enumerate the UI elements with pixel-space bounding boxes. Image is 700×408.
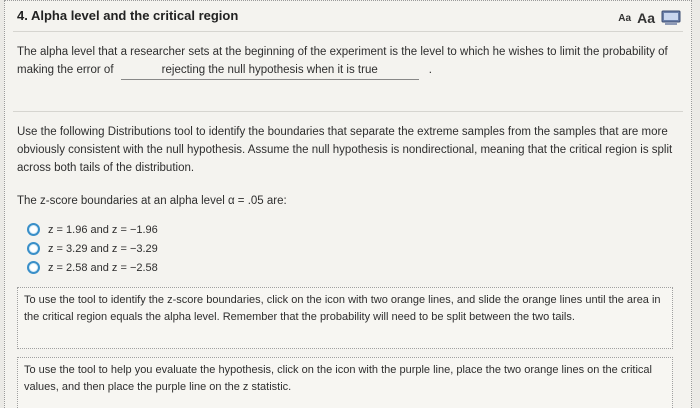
option-label: z = 1.96 and z = −1.96 [48,223,158,236]
divider [13,111,683,112]
radio-button[interactable] [27,242,40,255]
tool-instructions-box [17,287,673,349]
radio-button[interactable] [27,223,40,236]
radio-button[interactable] [27,261,40,274]
divider [13,31,683,32]
answer-blank-dropdown[interactable]: rejecting the null hypothesis when it is true [121,61,419,80]
tool-instructions-text: To use the tool to identify the z-score boundaries, click on the icon with two orange lines, and slide the orange lines until the area in the critical region equals the alpha level. Remember that the probability will need to be split between the two tails. [24,294,661,323]
question-panel [4,0,692,408]
option-label: z = 3.29 and z = −3.29 [48,242,158,255]
question-1 [17,43,677,80]
question-1-period: . [428,64,432,76]
calculator-icon[interactable] [661,10,683,26]
toolbar [618,10,683,26]
tool-instructions-text: To use the tool to help you evaluate the hypothesis, click on the icon with the purple line, place the two orange lines on the critical values, and then place the purple line on the z statistic. [24,364,652,393]
question-2-prompt: The z-score boundaries at an alpha level α = .05 are: [17,195,287,207]
instructions-text: Use the following Distributions tool to identify the boundaries that separate the extreme samples from the samples that are more obviously consistent with the null hypothesis. Assume the null hypothesis is nondirectional, meaning that the critical region is split across both tails of the distribution. [17,126,673,174]
answer-option-3[interactable] [27,258,158,277]
question-1-text: The alpha level that a researcher sets at the beginning of the experiment is the level to which he wishes to limit the probability of making the error of [17,46,668,76]
question-title: 4. Alpha level and the critical region [17,8,239,23]
answer-option-1[interactable] [27,220,158,239]
font-size-small-icon[interactable]: Aa [618,12,632,24]
tool-instructions-box [17,357,673,408]
answer-option-2[interactable] [27,239,158,258]
font-size-large-icon[interactable]: Aa [637,10,655,26]
answer-options [27,220,158,277]
option-label: z = 2.58 and z = −2.58 [48,261,158,274]
